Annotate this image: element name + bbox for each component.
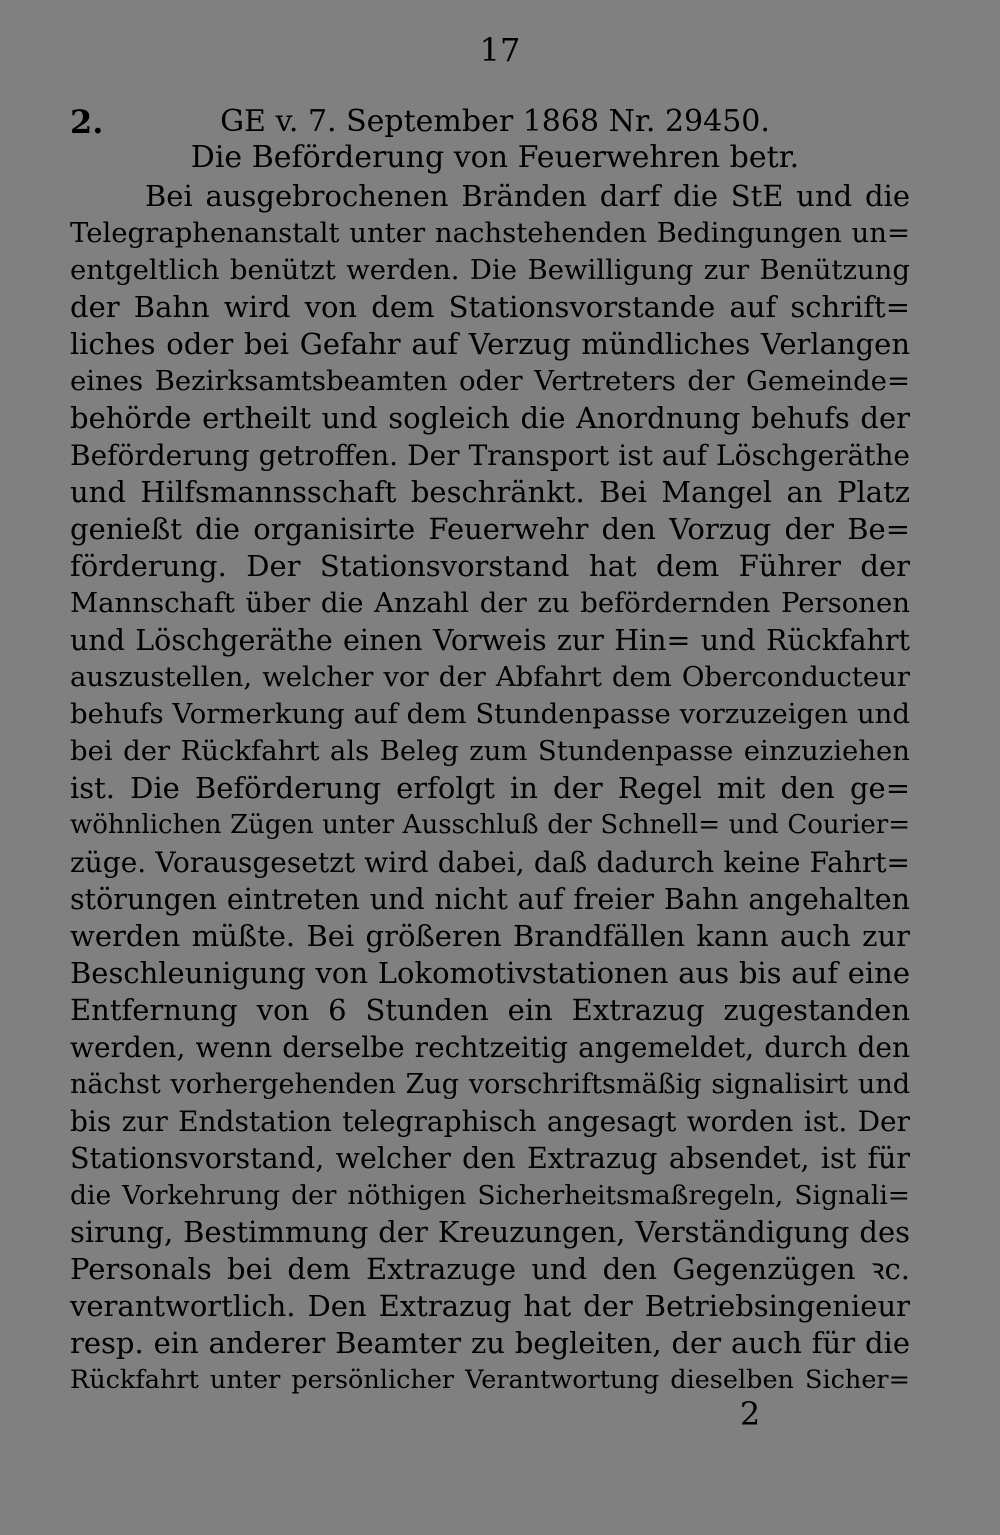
text-line: behufs Vormerkung auf dem Stundenpasse vorzuzeigen und <box>70 698 910 730</box>
text-line: Rückfahrt unter persönlicher Verantwortung dieselben Sicher= <box>70 1365 910 1395</box>
text-line: werden, wenn derselbe rechtzeitig angemeldet, durch den <box>70 1031 910 1064</box>
text-line: behörde ertheilt und sogleich die Anordnung behufs der <box>70 401 910 435</box>
text-line: Telegraphenanstalt unter nachstehenden Bedingungen un= <box>70 217 910 249</box>
text-line: Mannschaft über die Anzahl der zu befördernden Personen <box>70 587 910 619</box>
text-line: ist. Die Beförderung erfolgt in der Regel mit den ge= <box>70 771 910 805</box>
text-line: wöhnlichen Zügen unter Ausschluß der Schnell= und Courier= <box>70 810 910 840</box>
text-line: Beschleunigung von Lokomotivstationen aus bis auf eine <box>70 956 910 990</box>
text-line: bis zur Endstation telegraphisch angesagt worden ist. Der <box>70 1105 910 1138</box>
text-line: werden müßte. Bei größeren Brandfällen kann auch zur <box>70 919 910 953</box>
text-line: störungen eintreten und nicht auf freier Bahn angehalten <box>70 883 910 916</box>
text-line: verantwortlich. Den Extrazug hat der Betriebsingenieur <box>70 1289 910 1323</box>
text-line: der Bahn wird von dem Stationsvorstande auf schrift= <box>70 290 910 324</box>
section-header <box>70 102 920 182</box>
text-line: die Vorkehrung der nöthigen Sicherheitsmaßregeln, Signali= <box>70 1180 910 1211</box>
decree-reference: GE v. 7. September 1868 Nr. 29450. <box>220 104 770 139</box>
text-line: auszustellen, welcher vor der Abfahrt dem Oberconducteur <box>70 661 910 693</box>
text-line: nächst vorhergehenden Zug vorschriftsmäßig signalisirt und <box>70 1069 910 1100</box>
section-subject: Die Beförderung von Feuerwehren betr. <box>190 140 800 175</box>
text-line: bei der Rückfahrt als Beleg zum Stundenpasse einzuziehen <box>70 735 910 767</box>
text-line: Stationsvorstand, welcher den Extrazug absendet, ist für <box>70 1142 910 1175</box>
body-paragraph <box>70 178 910 1399</box>
text-line: resp. ein anderer Beamter zu begleiten, der auch für die <box>70 1326 910 1360</box>
text-line: Bei ausgebrochenen Bränden darf die StE und die <box>145 179 910 213</box>
text-line: Personals bei dem Extrazuge und den Gegenzügen ꝛc. <box>70 1252 910 1286</box>
text-line: und Hilfsmannsschaft beschränkt. Bei Mangel an Platz <box>70 475 910 509</box>
page-number: 17 <box>479 31 521 69</box>
signature-mark: 2 <box>739 1395 761 1433</box>
section-number: 2. <box>70 103 104 141</box>
text-line: züge. Vorausgesetzt wird dabei, daß dadurch keine Fahrt= <box>70 846 910 879</box>
text-line: genießt die organisirte Feuerwehr den Vorzug der Be= <box>70 512 910 546</box>
text-line: Beförderung getroffen. Der Transport ist auf Löschgeräthe <box>70 439 910 472</box>
text-line: eines Bezirksamtsbeamten oder Vertreters der Gemeinde= <box>70 365 910 397</box>
text-line: liches oder bei Gefahr auf Verzug mündliches Verlangen <box>70 327 910 361</box>
text-line: entgeltlich benützt werden. Die Bewilligung zur Benützung <box>70 254 910 286</box>
text-line: förderung. Der Stationsvorstand hat dem Führer der <box>70 549 910 583</box>
text-line: sirung, Bestimmung der Kreuzungen, Verständigung des <box>70 1215 910 1249</box>
text-line: Entfernung von 6 Stunden ein Extrazug zugestanden <box>70 993 910 1027</box>
text-line: und Löschgeräthe einen Vorweis zur Hin= und Rückfahrt <box>70 624 910 657</box>
